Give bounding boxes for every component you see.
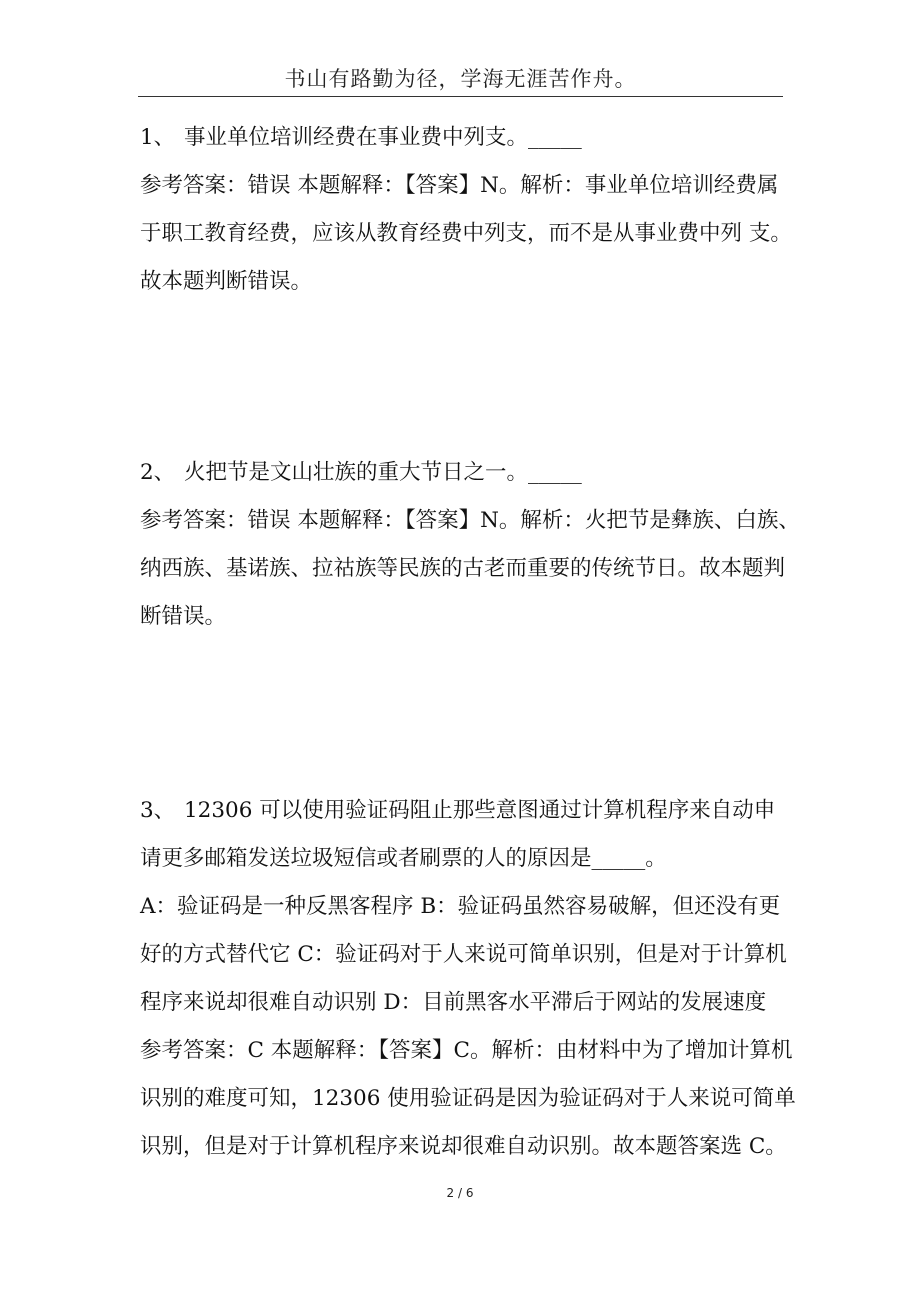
question-2-answer-line-2: 纳西族、基诺族、拉祜族等民族的古老而重要的传统节日。故本题判 — [140, 556, 786, 581]
question-3-answer-line-2: 识别的难度可知，12306 使用验证码是因为验证码对于人来说可简单 — [140, 1086, 796, 1111]
question-1-answer-line-1: 参考答案：错误 本题解释：【答案】N。解析：事业单位培训经费属 — [140, 173, 779, 198]
question-3-stem-line-2: 请更多邮箱发送垃圾短信或者刷票的人的原因是_____。 — [140, 846, 667, 871]
question-2 — [140, 449, 800, 641]
question-3-options-line-1: A：验证码是一种反黑客程序 B：验证码虽然容易破解，但还没有更 — [140, 894, 781, 919]
question-1-stem — [140, 114, 790, 162]
question-2-stem — [140, 449, 790, 497]
question-3-stem-line-1 — [140, 787, 790, 835]
page-header-motto: 书山有路勤为径，学海无涯苦作舟。 — [138, 62, 783, 97]
question-1 — [140, 114, 790, 306]
question-1-number: 1、 — [140, 125, 176, 150]
question-3-text-line-1: 12306 可以使用验证码阻止那些意图通过计算机程序来自动申 — [184, 798, 776, 823]
question-1-answer-line-2: 于职工教育经费，应该从教育经费中列支，而不是从事业费中列 支。 — [140, 221, 792, 246]
question-3-options-line-3: 程序来说却很难自动识别 D：目前黑客水平滞后于网站的发展速度 — [140, 990, 767, 1015]
question-2-text: 火把节是文山壮族的重大节日之一。_____ — [184, 460, 582, 485]
question-3-answer-line-3: 识别，但是对于计算机程序来说却很难自动识别。故本题答案选 C。 — [140, 1134, 787, 1159]
question-2-answer-line-3: 断错误。 — [140, 604, 227, 629]
question-3-answer-line-1: 参考答案：C 本题解释：【答案】C。解析：由材料中为了增加计算机 — [140, 1038, 793, 1063]
question-3-number: 3、 — [140, 798, 176, 823]
page-indicator: 2 / 6 — [446, 1186, 474, 1200]
question-2-number: 2、 — [140, 460, 176, 485]
question-1-answer-line-3: 故本题判断错误。 — [140, 269, 313, 294]
question-1-text: 事业单位培训经费在事业费中列支。_____ — [184, 125, 582, 150]
question-3-options-line-2: 好的方式替代它 C：验证码对于人来说可简单识别，但是对于计算机 — [140, 942, 787, 967]
question-2-answer-line-1: 参考答案：错误 本题解释：【答案】N。解析：火把节是彝族、白族、 — [140, 508, 800, 533]
question-3 — [140, 787, 796, 1171]
